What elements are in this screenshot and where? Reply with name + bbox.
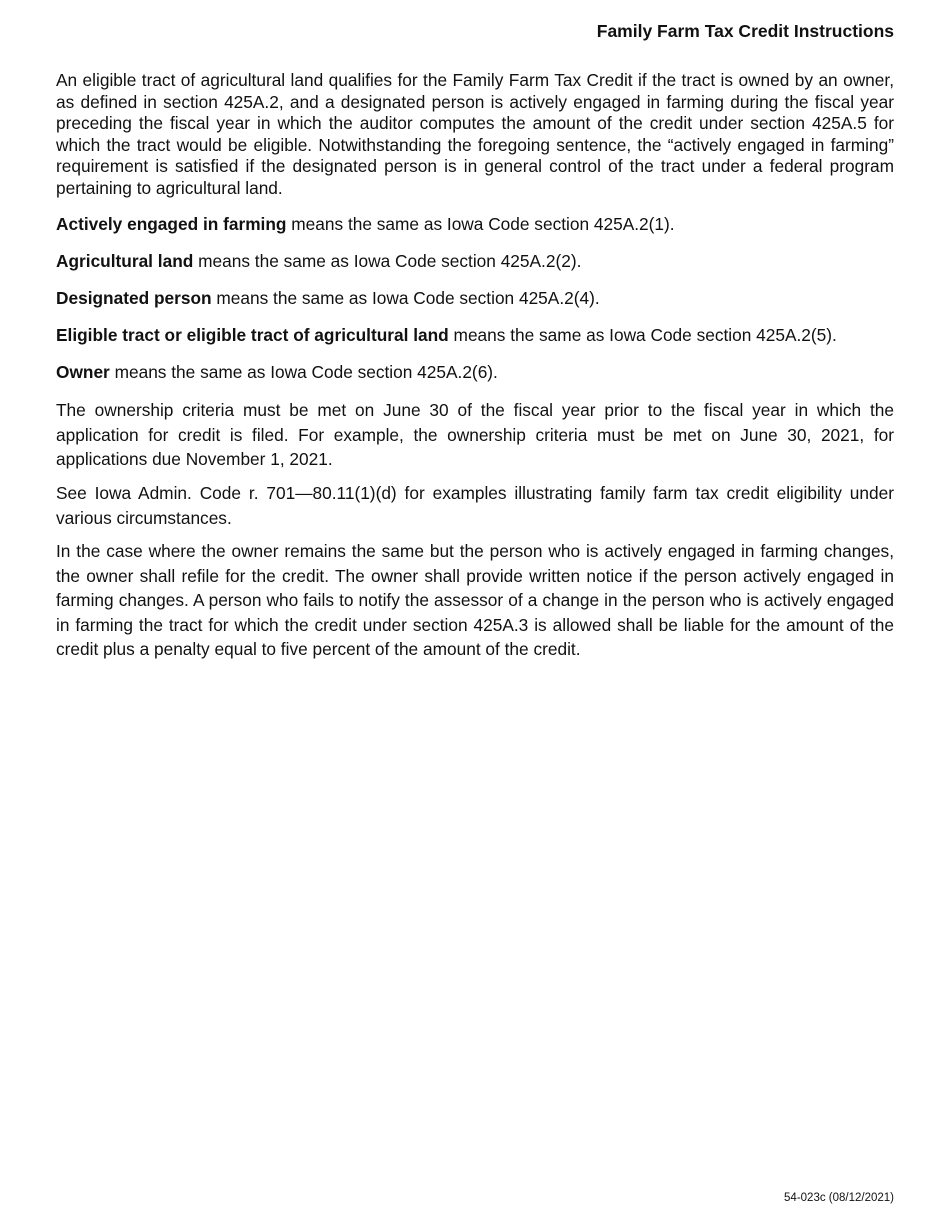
definition-actively-engaged: [56, 213, 894, 235]
owner-change-paragraph: In the case where the owner remains the same but the person who is actively engaged in farming changes, the owner shall refile for the credit. The owner shall provide written notice if the person actively engaged in farming changes. A person who fails to notify the assessor of a change in the person who is actively engaged in farming the tract for which the credit under section 425A.3 is allowed shall be liable for the amount of the credit plus a penalty equal to five percent of the amount of the credit.: [56, 541, 894, 659]
definition-term: Agricultural land: [56, 251, 194, 271]
definition-term: Eligible tract or eligible tract of agricultural land: [56, 325, 449, 345]
definition-designated-person: [56, 287, 894, 309]
form-id-footer: 54-023c (08/12/2021): [784, 1192, 894, 1204]
definition-text: means the same as Iowa Code section 425A.2(6).: [109, 362, 498, 382]
definition-owner: [56, 361, 894, 383]
definition-text: means the same as Iowa Code section 425A.2(2).: [193, 251, 582, 271]
definition-text: means the same as Iowa Code section 425A.2(1).: [286, 214, 675, 234]
definition-eligible-tract: [56, 324, 894, 346]
definition-term: Actively engaged in farming: [56, 214, 287, 234]
document-page: [56, 0, 894, 1230]
ownership-criteria-paragraph: The ownership criteria must be met on June 30 of the fiscal year prior to the fiscal year in which the application for credit is filed. For example, the ownership criteria must be met on June 30, 2021, for applications due November 1, 2021.: [56, 400, 894, 469]
intro-paragraph: An eligible tract of agricultural land qualifies for the Family Farm Tax Credit if the tract is owned by an owner, as defined in section 425A.2, and a designated person is actively engaged in farming during the fiscal year preceding the fiscal year in which the auditor computes the amount of the credit under section 425A.5 for which the tract would be eligible. Notwithstanding the foregoing sentence, the “actively engaged in farming” requirement is satisfied if the designated person is in general control of the tract under a federal program pertaining to agricultural land.: [56, 70, 894, 198]
definition-term: Owner: [56, 362, 110, 382]
definition-term: Designated person: [56, 288, 212, 308]
definition-text: means the same as Iowa Code section 425A.2(5).: [448, 325, 837, 345]
definition-agricultural-land: [56, 250, 894, 272]
page-title: Family Farm Tax Credit Instructions: [596, 21, 894, 41]
definition-text: means the same as Iowa Code section 425A.2(4).: [211, 288, 600, 308]
see-reference-paragraph: See Iowa Admin. Code r. 701—80.11(1)(d) for examples illustrating family farm tax credit eligibility under various circumstances.: [56, 483, 894, 528]
